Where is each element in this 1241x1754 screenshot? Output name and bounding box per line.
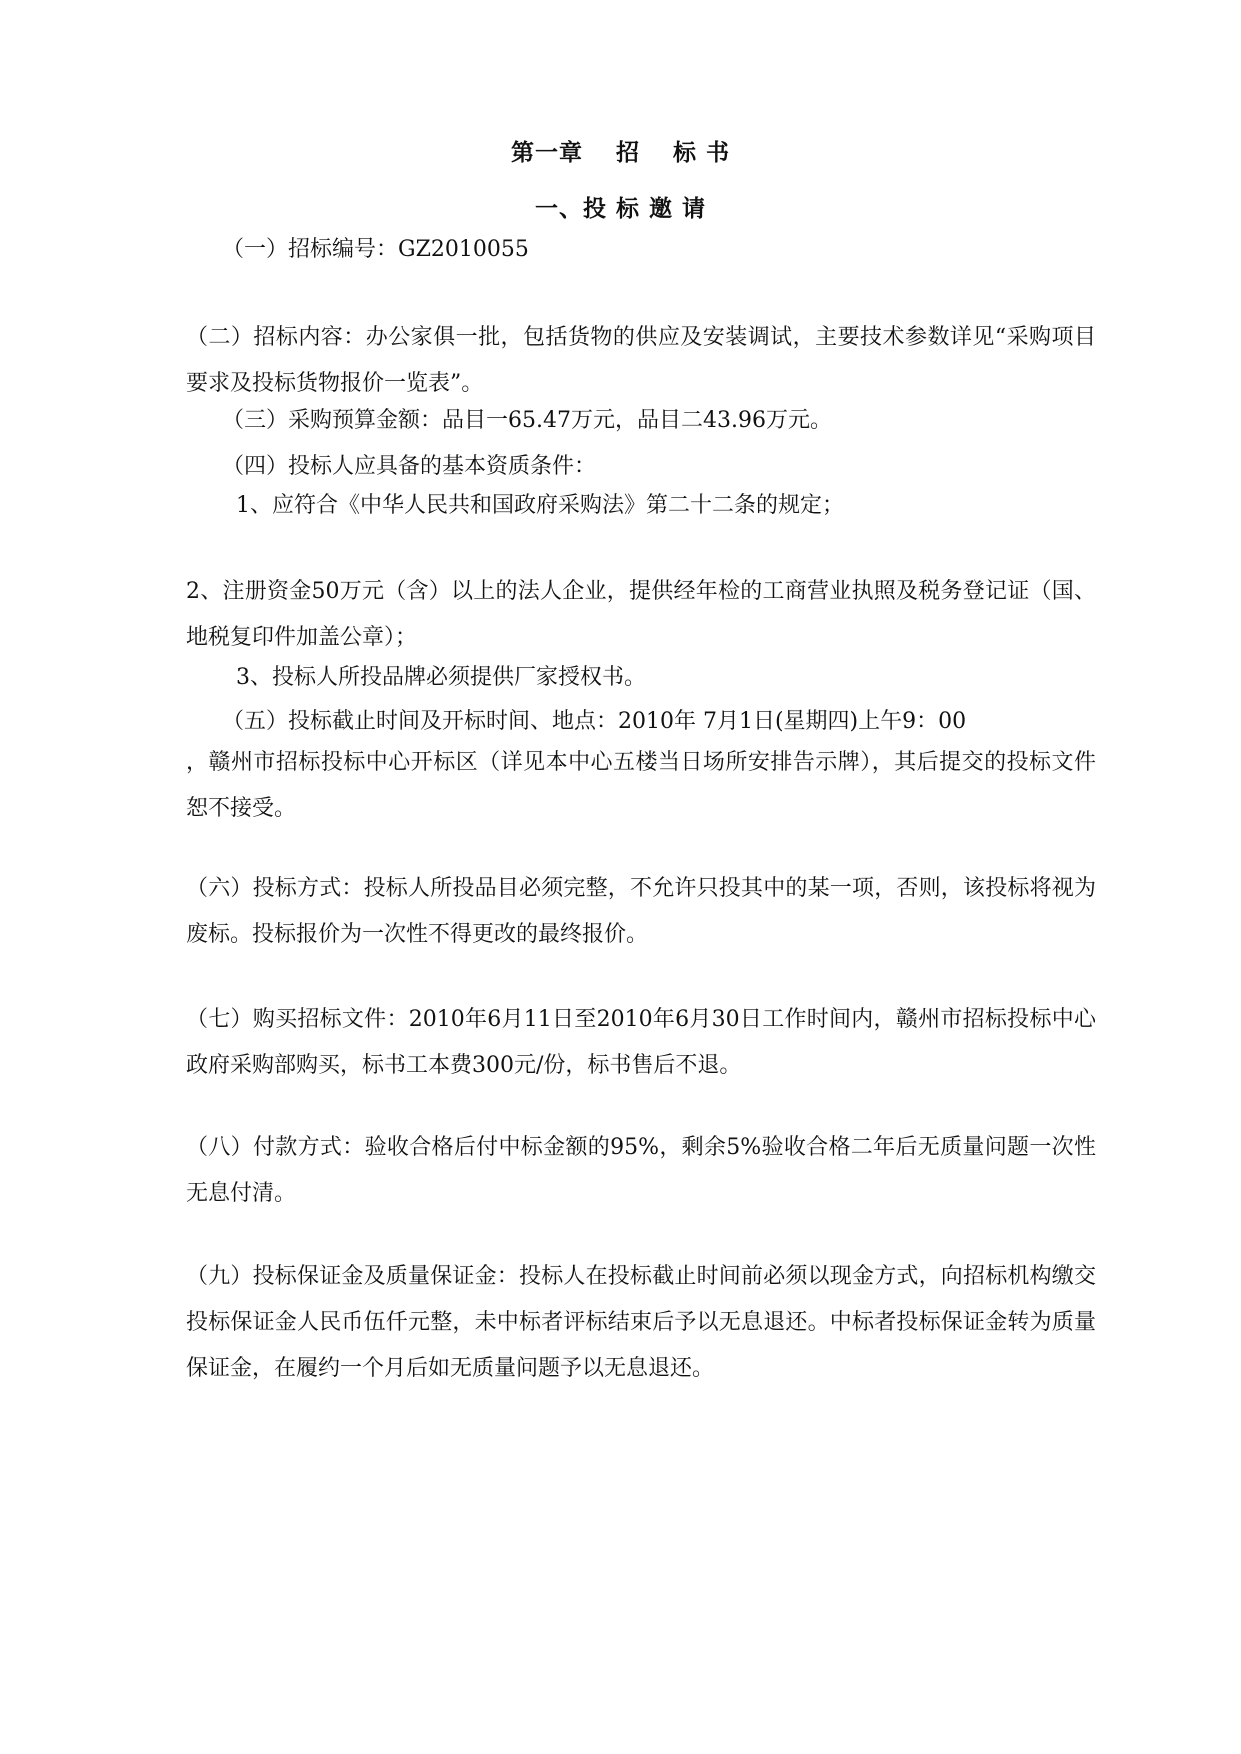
section-title: 一、投 标 邀 请	[534, 195, 707, 222]
item-deposit: （九）投标保证金及质量保证金：投标人在投标截止时间前必须以现金方式，向招标机构缴交投标保证金人民币伍仟元整，未中标者评标结束后予以无息退还。中标者投标保证金转为质量保证金，在履约一个月后如无质量问题予以无息退还。	[186, 1264, 1096, 1381]
item-qualification-2: 2、注册资金50万元（含）以上的法人企业，提供经年检的工商营业执照及税务登记证（国、地税复印件加盖公章）；	[186, 579, 1096, 650]
item-budget: （三）采购预算金额：品目一65.47万元，品目二43.96万元。	[222, 408, 832, 433]
chapter-title: 第一章 招 标 书	[510, 139, 731, 166]
item-purchase-docs: （七）购买招标文件：2010年6月11日至2010年6月30日工作时间内，赣州市招标投标中心政府采购部购买，标书工本费300元/份，标书售后不退。	[186, 1007, 1096, 1078]
item-bid-method: （六）投标方式：投标人所投品目必须完整，不允许只投其中的某一项，否则，该投标将视为废标。投标报价为一次性不得更改的最终报价。	[186, 876, 1096, 947]
item-bid-number: （一）招标编号：GZ2010055	[222, 237, 529, 262]
item-content: （二）招标内容：办公家俱一批，包括货物的供应及安装调试，主要技术参数详见“采购项目要求及投标货物报价一览表”。	[186, 325, 1096, 396]
item-qualification-3: 3、投标人所投品牌必须提供厂家授权书。	[236, 665, 646, 690]
item-payment: （八）付款方式：验收合格后付中标金额的95%，剩余5%验收合格二年后无质量问题一次性无息付清。	[186, 1135, 1096, 1206]
item-deadline-line1: （五）投标截止时间及开标时间、地点：2010年 7月1日(星期四)上午9：00	[222, 709, 967, 734]
item-qualification-1: 1、应符合《中华人民共和国政府采购法》第二十二条的规定；	[236, 493, 844, 518]
item-deadline-line2: ，赣州市招标投标中心开标区（详见本中心五楼当日场所安排告示牌），其后提交的投标文件恕不接受。	[186, 750, 1096, 821]
item-qualification-title: （四）投标人应具备的基本资质条件：	[222, 454, 597, 479]
